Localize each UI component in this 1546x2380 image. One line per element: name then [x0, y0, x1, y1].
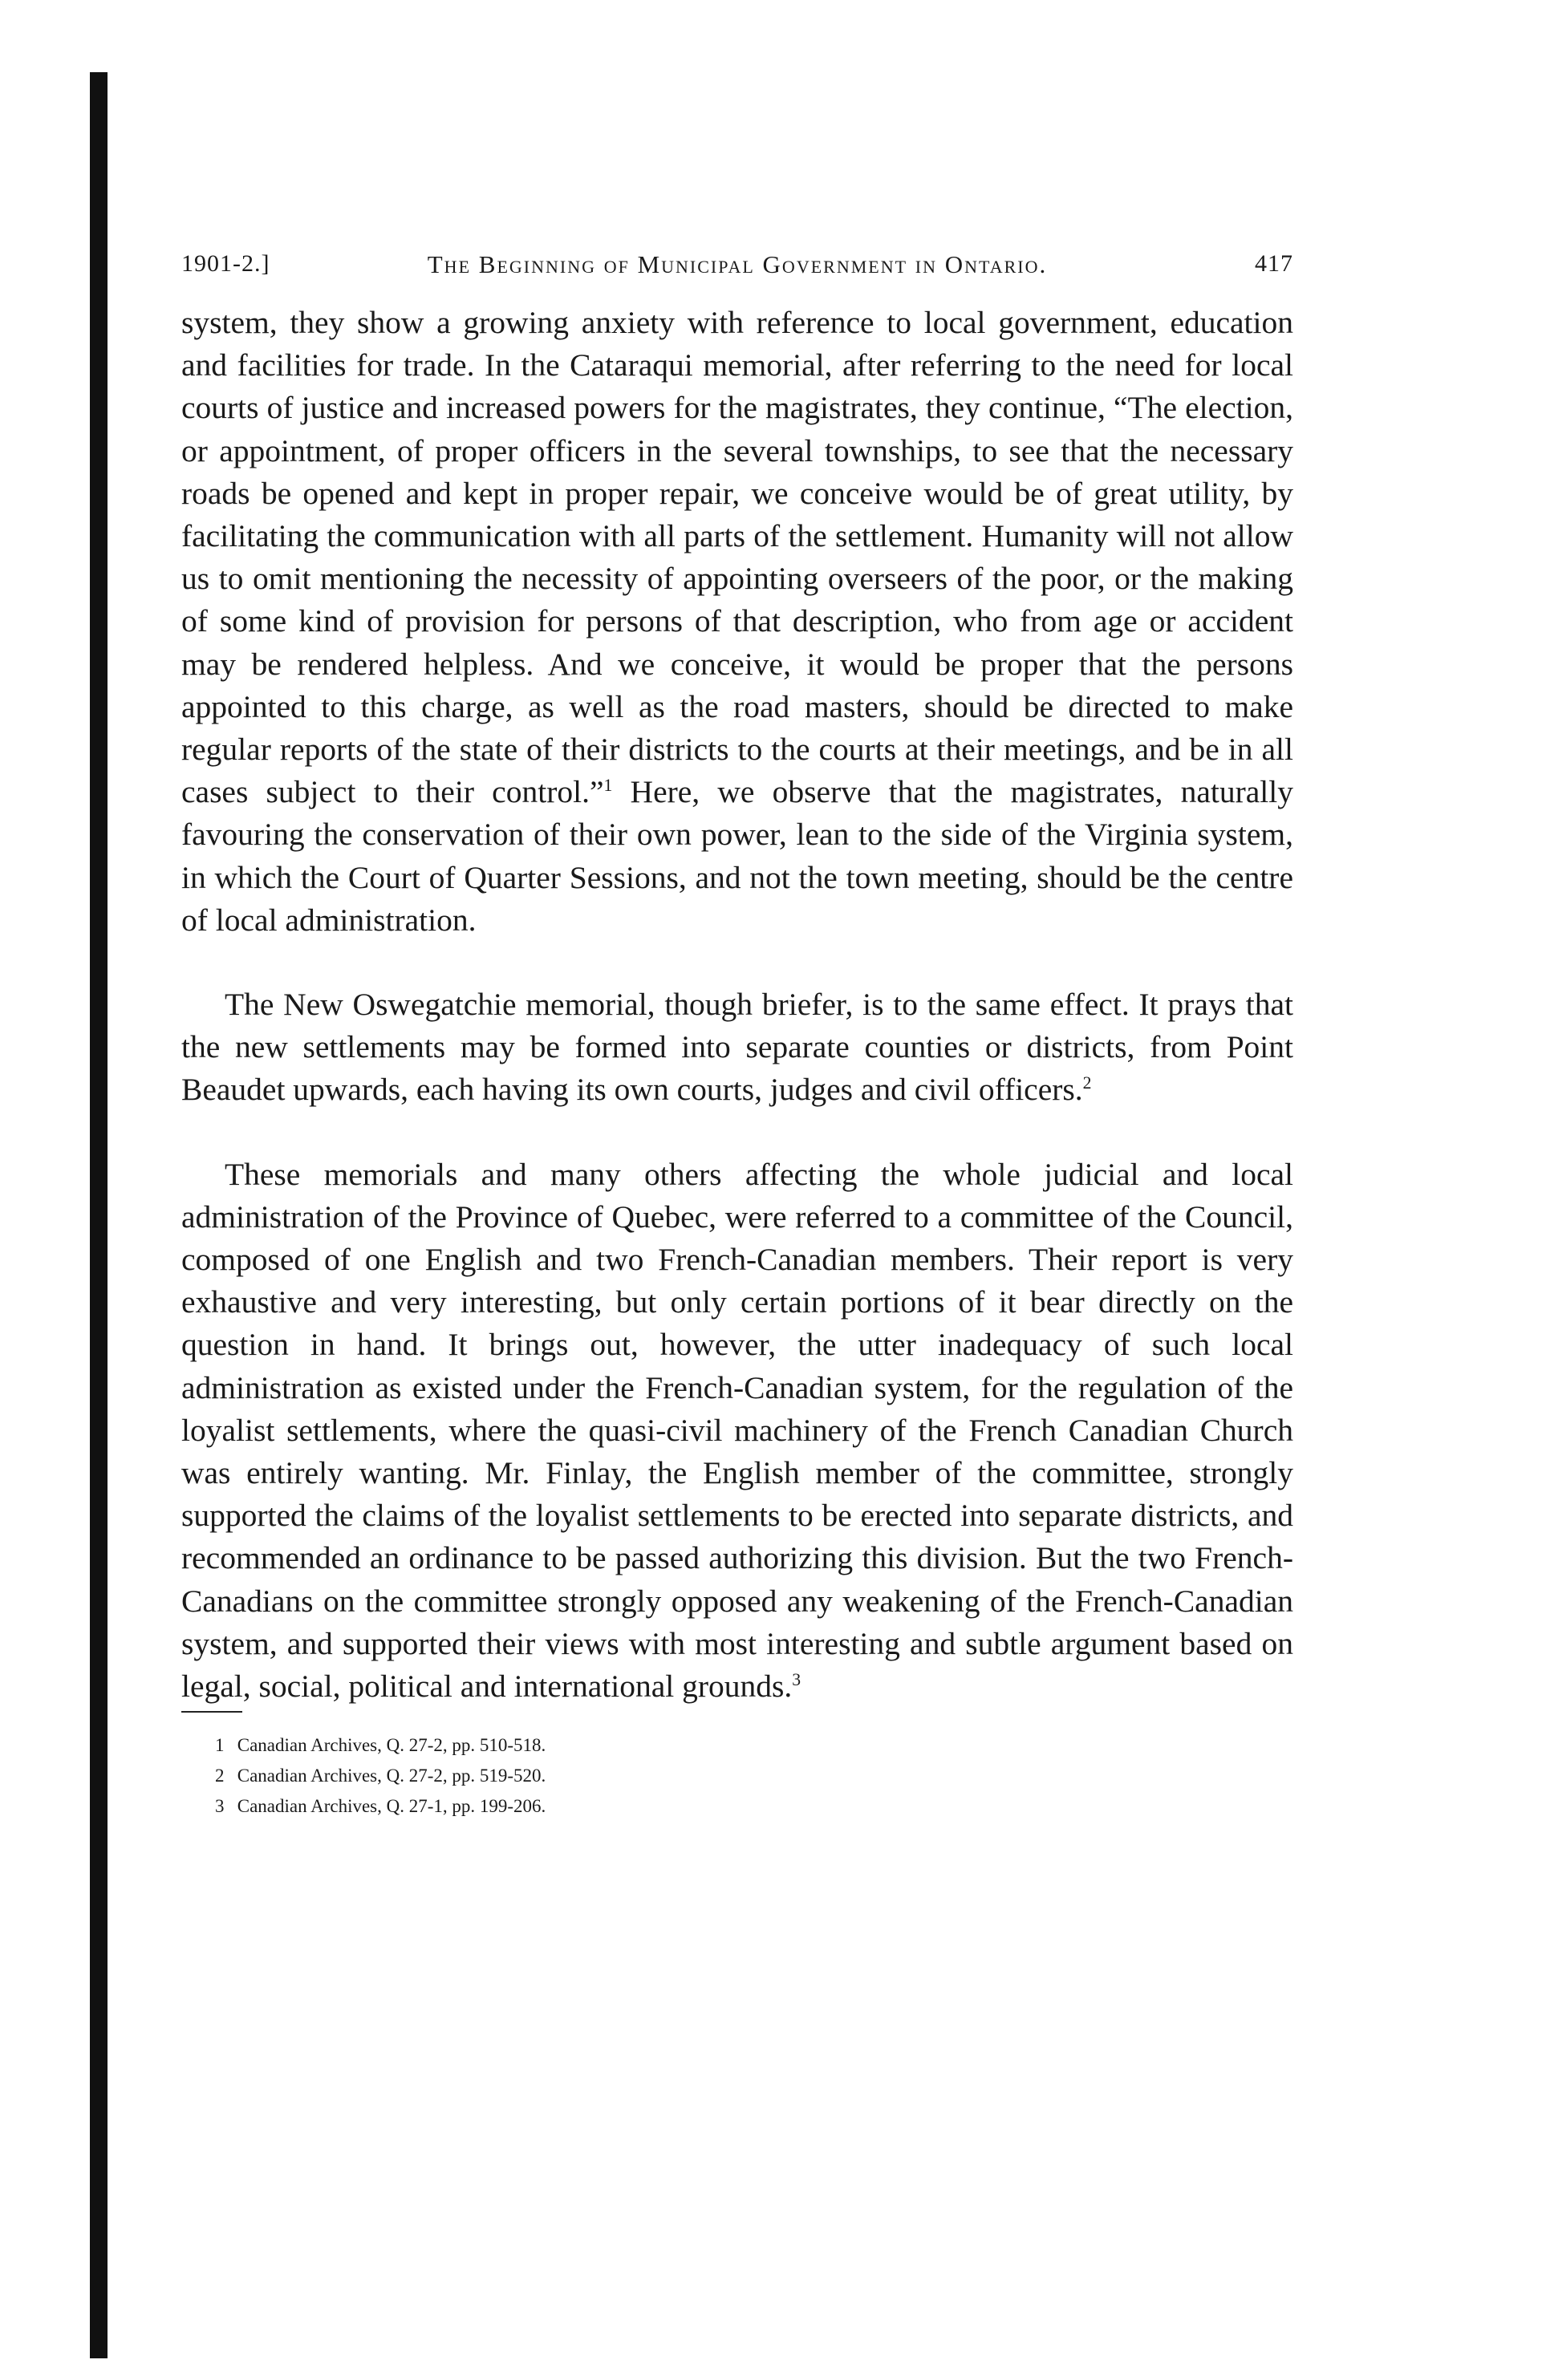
footnote-text: Canadian Archives, Q. 27-2, pp. 519-520.: [237, 1766, 546, 1786]
paragraph-1-tail: Here, we observe that the magistrates, naturally favouring the conservation of their own power, lean to the side of the Virginia system, in which the Court of Quarter Sessions, and not the town meeting, should be the centre of local administration.: [181, 774, 1293, 938]
footnotes: [215, 1730, 1293, 1822]
header-year: 1901-2.]: [181, 250, 270, 277]
header-title: The Beginning of Municipal Government in Ontario.: [427, 250, 1048, 278]
paragraph-2-text: The New Oswegatchie memorial, though briefer, is to the same effect. It prays that the new settlements may be formed into separate counties or districts, from Point Beaudet upwards, each having its own courts, judges and civil officers.: [181, 987, 1293, 1108]
running-header: [181, 250, 1293, 282]
paragraph-3-text: These memorials and many others affecting the whole judicial and local administration of the Province of Quebec, were referred to a committee of the Council, composed of one English and two French-Canadian members. Their report is very exhaustive and very interesting, but only certain portions of it bear directly on the question in hand. It brings out, however, the utter inadequacy of such local administration as existed under the French-Canadian system, for the regulation of the loyalist settlements, where the quasi-civil machinery of the French Canadian Church was entirely wanting. Mr. Finlay, the English member of the committee, strongly supported the claims of the loyalist settlements to be erected into separate districts, and recommended an ordinance to be passed authorizing this division. But the two French-Canadians on the committee strongly opposed any weakening of the French-Canadian system, and supported their views with most interesting and subtle argument based on legal, social, political and international grounds.: [181, 1156, 1293, 1705]
footnote-text: Canadian Archives, Q. 27-2, pp. 510-518.: [237, 1735, 546, 1756]
paragraph-2: [181, 983, 1293, 1112]
footnote-1: [215, 1730, 1293, 1761]
document-page: [181, 250, 1293, 1822]
page-number: 417: [1255, 250, 1293, 277]
footnote-number: 2: [215, 1766, 225, 1786]
footnote-text: Canadian Archives, Q. 27-1, pp. 199-206.: [237, 1796, 546, 1817]
footnote-number: 3: [215, 1796, 225, 1817]
footnote-ref-2: 2: [1082, 1073, 1092, 1093]
footnote-2: [215, 1761, 1293, 1791]
footnote-3: [215, 1791, 1293, 1822]
paragraph-1: [181, 302, 1293, 942]
scan-border-shadow: [90, 72, 108, 2358]
footnote-ref-1: 1: [603, 776, 613, 796]
footnote-divider: [181, 1711, 242, 1713]
paragraph-1-text: system, they show a growing anxiety with reference to local government, education and facilities for trade. In the Cataraqui memorial, after referring to the need for local courts of justice and increased powers for the magistrates, they continue, “The election, or appointment, of proper officers in the several townships, to see that the necessary roads be opened and kept in proper repair, we conceive would be of great utility, by facilitating the communication with all parts of the settlement. Humanity will not allow us to omit mentioning the necessity of appointing overseers of the poor, or the making of some kind of provision for persons of that description, who from age or accident may be rendered helpless. And we conceive, it would be proper that the persons appointed to this charge, as well as the road masters, should be directed to make regular reports of the state of their districts to the courts at their meetings, and be in all cases subject to their control.”: [181, 305, 1293, 810]
paragraph-3: [181, 1154, 1293, 1709]
footnote-number: 1: [215, 1735, 225, 1756]
footnote-ref-3: 3: [792, 1669, 801, 1689]
